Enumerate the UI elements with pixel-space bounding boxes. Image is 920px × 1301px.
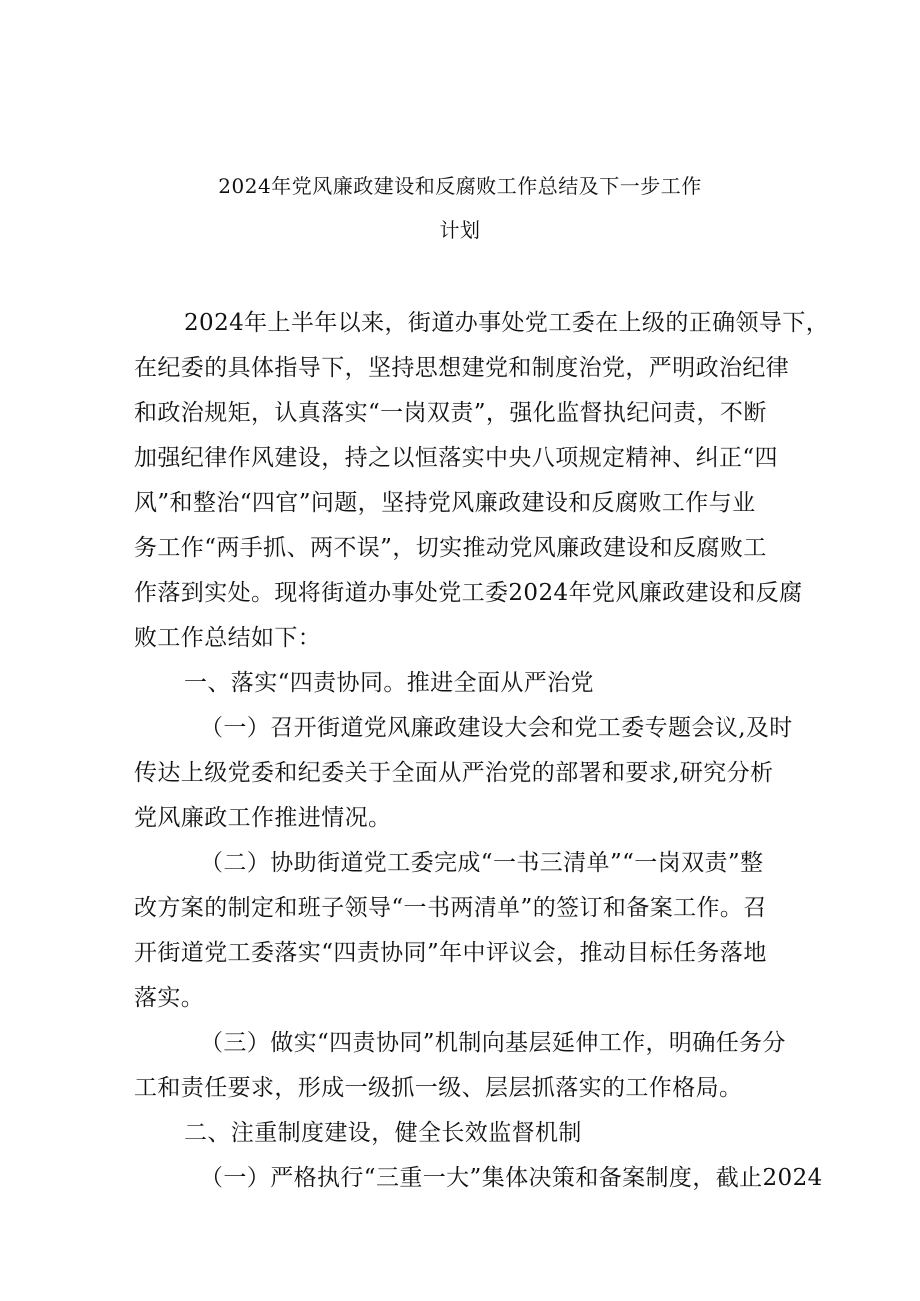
document-title-line-1: 2024年党风廉政建设和反腐败工作总结及下一步工作 [218,174,702,198]
document-title-line-2: 计划 [439,218,481,242]
body-line-6: 务工作“两手抓、两不误”，切实推动党风廉政建设和反腐败工 [134,535,767,561]
item-2-line-1: （二）协助街道党工委完成“一书三清单”“一岗双责”整 [200,850,764,876]
section-heading-2: 二、注重制度建设，健全长效监督机制 [184,1120,582,1146]
item-1-line-1: （一）召开街道党风廉政建设大会和党工委专题会议,及时 [200,715,793,741]
item-1-line-3: 党风廉政工作推进情况。 [134,805,392,831]
body-line-8: 败工作总结如下： [134,625,322,651]
body-line-2: 在纪委的具体指导下，坚持思想建党和制度治党，严明政治纪律 [134,355,790,381]
item-4-line-1: （一）严格执行“三重一大”集体决策和备案制度，截止2024 [200,1165,823,1191]
body-line-3: 和政治规矩，认真落实“一岗双责”，强化监督执纪问责，不断 [134,400,767,426]
body-line-5: 风”和整治“四官”问题，坚持党风廉政建设和反腐败工作与业 [134,490,756,516]
body-line-7: 作落到实处。现将街道办事处党工委2024年党风廉政建设和反腐 [134,580,803,606]
item-3-line-2: 工和责任要求，形成一级抓一级、层层抓落实的工作格局。 [134,1075,743,1101]
body-line-1: 2024年上半年以来，街道办事处党工委在上级的正确领导下， [184,310,830,336]
section-heading-1: 一、落实“四责协同。推进全面从严治党 [184,670,594,696]
item-2-line-4: 落实。 [134,985,205,1011]
item-3-line-1: （三）做实“四责协同”机制向基层延伸工作，明确任务分 [200,1030,786,1056]
item-1-line-2: 传达上级党委和纪委关于全面从严治党的部署和要求,研究分析 [134,760,774,786]
item-2-line-3: 开街道党工委落实“四责协同”年中评议会，推动目标任务落地 [134,940,767,966]
body-line-4: 加强纪律作风建设，持之以恒落实中央八项规定精神、纠正“四 [134,445,778,471]
item-2-line-2: 改方案的制定和班子领导“一书两清单”的签订和备案工作。召 [134,895,767,921]
